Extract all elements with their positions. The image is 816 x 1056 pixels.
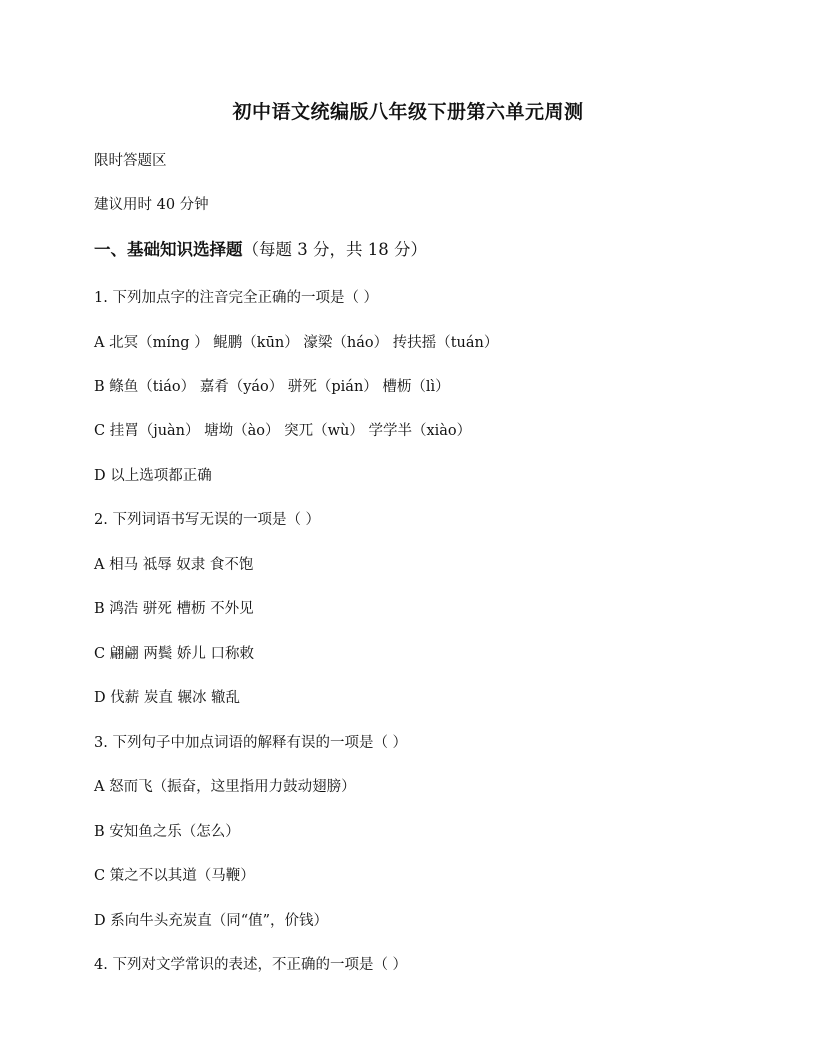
section-score-note: （每题 3 分，共 18 分） [242,240,427,259]
section-title: 一、基础知识选择题 [94,240,243,259]
time-limit-zone-label: 限时答题区 [94,153,167,169]
question-3-option-b: B 安知鱼之乐（怎么） [94,824,240,840]
suggested-time-label: 建议用时 40 分钟 [94,197,209,213]
question-2-option-b: B 鸿浩 骈死 槽枥 不外见 [94,601,254,617]
question-3-stem: 3. 下列句子中加点词语的解释有误的一项是（ ） [94,735,408,751]
question-2-option-d: D 伐薪 炭直 辗冰 辙乱 [94,690,241,706]
question-1-option-b: B 鲦鱼（tiáo） 嘉肴（yáo） 骈死（pián） 槽枥（lì） [94,379,450,395]
question-1-option-d: D 以上选项都正确 [94,468,212,484]
question-2-stem: 2. 下列词语书写无误的一项是（ ） [94,512,321,528]
page-title: 初中语文统编版八年级下册第六单元周测 [232,101,584,123]
question-2-option-c: C 翩翩 两鬓 娇儿 口称敕 [94,646,255,662]
question-2-option-a: A 相马 祗辱 奴隶 食不饱 [94,557,254,573]
question-3-option-a: A 怒而飞（振奋，这里指用力鼓动翅膀） [94,779,356,795]
question-3-option-c: C 策之不以其道（马鞭） [94,868,255,884]
question-1-option-c: C 挂罥（juàn） 塘坳（ào） 突兀（wù） 学学半（xiào） [94,423,472,439]
question-4-stem: 4. 下列对文学常识的表述，不正确的一项是（ ） [94,957,408,973]
question-3-option-d: D 系向牛头充炭直（同“值”，价钱） [94,913,329,929]
question-1-option-a: A 北冥（míng ） 鲲鹏（kūn） 濠梁（háo） 抟扶摇（tuán） [94,335,499,351]
question-1-stem: 1. 下列加点字的注音完全正确的一项是（ ） [94,290,379,306]
section-heading [94,240,427,260]
